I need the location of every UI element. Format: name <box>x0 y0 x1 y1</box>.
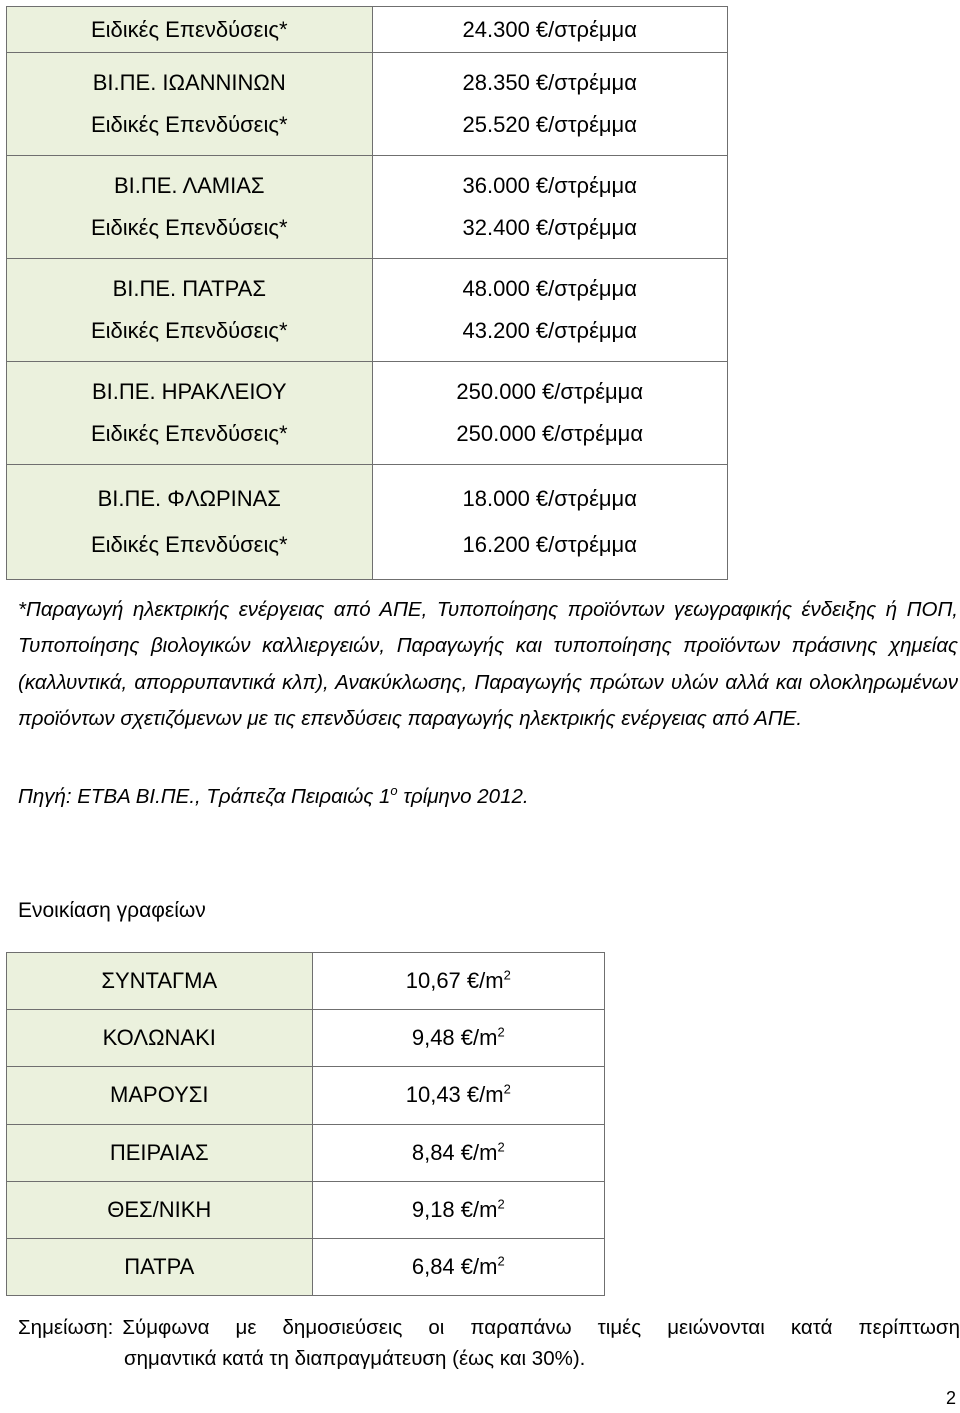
zone-name-cell <box>7 259 373 362</box>
zone-price: 250.000 €/στρέμμα <box>456 378 644 404</box>
zone-name: Ειδικές Επενδύσεις* <box>90 421 288 447</box>
zone-name: Ειδικές Επενδύσεις* <box>90 215 288 241</box>
note-text-continued: σημαντικά κατά τη διαπραγμάτευση (έως και 30%). <box>124 1347 586 1370</box>
source-citation <box>18 785 529 809</box>
table-row <box>7 465 728 580</box>
table-row <box>7 53 728 156</box>
zone-price: 25.520 €/στρέμμα <box>462 112 637 138</box>
zone-name-cell <box>7 465 373 580</box>
zone-price: 28.350 €/στρέμμα <box>462 69 637 95</box>
zone-price: 18.000 €/στρέμμα <box>462 485 637 511</box>
table-row <box>7 362 728 465</box>
rent-price-cell <box>312 1238 604 1295</box>
table-row <box>7 953 605 1010</box>
zone-price-cell <box>372 7 728 53</box>
zone-name: ΒΙ.ΠΕ. ΛΑΜΙΑΣ <box>113 172 265 198</box>
rent-price-cell <box>312 1010 604 1067</box>
rent-price: 6,84 €/m <box>411 1254 498 1280</box>
rent-price-cell <box>312 953 604 1010</box>
table-row <box>7 1181 605 1238</box>
zone-name: ΒΙ.ΠΕ. ΗΡΑΚΛΕΙΟΥ <box>91 378 287 404</box>
zone-name-cell <box>7 53 373 156</box>
ordinal-superscript: ο <box>390 783 398 799</box>
zone-price: 43.200 €/στρέμμα <box>462 318 637 344</box>
area-cell: ΠΑΤΡΑ <box>7 1238 313 1295</box>
note-label: Σημείωση: <box>18 1316 114 1339</box>
zone-name: Ειδικές Επενδύσεις* <box>90 318 288 344</box>
unit-exponent: 2 <box>497 1253 505 1269</box>
zone-price-cell <box>372 259 728 362</box>
page-number: 2 <box>946 1388 957 1408</box>
zone-name-cell <box>7 362 373 465</box>
zone-name: ΒΙ.ΠΕ. ΙΩΑΝΝΙΝΩΝ <box>92 69 286 95</box>
zone-price: 32.400 €/στρέμμα <box>462 215 637 241</box>
table-row <box>7 1238 605 1295</box>
zone-price: 48.000 €/στρέμμα <box>462 275 637 301</box>
note-first-line <box>18 1312 960 1343</box>
unit-exponent: 2 <box>497 1196 505 1212</box>
note-text: Σύμφωνα με δημοσιεύσεις οι παραπάνω τιμές μειώνονται κατά περίπτωση <box>122 1316 960 1339</box>
rent-price: 9,48 €/m <box>411 1025 498 1051</box>
rent-price: 10,43 €/m <box>405 1082 504 1108</box>
area-cell: ΜΑΡΟΥΣΙ <box>7 1067 313 1124</box>
zone-name: ΒΙ.ΠΕ. ΠΑΤΡΑΣ <box>112 275 266 301</box>
area-cell: ΘΕΣ/ΝΙΚΗ <box>7 1181 313 1238</box>
rent-price-cell <box>312 1181 604 1238</box>
source-text-end: τρίμηνο 2012. <box>397 785 529 808</box>
note <box>18 1312 960 1374</box>
table-row <box>7 1067 605 1124</box>
table-row <box>7 7 728 53</box>
industrial-zones-table <box>6 6 728 580</box>
table-row <box>7 156 728 259</box>
zone-price-cell <box>372 156 728 259</box>
rent-price-cell <box>312 1067 604 1124</box>
zone-price-cell <box>372 465 728 580</box>
rent-price: 8,84 €/m <box>411 1139 498 1165</box>
rent-price: 9,18 €/m <box>411 1196 498 1222</box>
zone-name: Ειδικές Επενδύσεις* <box>90 16 288 42</box>
source-text: Πηγή: ΕΤΒΑ ΒΙ.ΠΕ., Τράπεζα Πειραιώς 1 <box>18 785 391 808</box>
zone-name-cell <box>7 7 373 53</box>
unit-exponent: 2 <box>497 1139 505 1155</box>
table-row <box>7 1124 605 1181</box>
zone-name: Ειδικές Επενδύσεις* <box>90 112 288 138</box>
unit-exponent: 2 <box>497 1024 505 1040</box>
zone-price-cell <box>372 53 728 156</box>
zone-price-cell <box>372 362 728 465</box>
zone-price: 36.000 €/στρέμμα <box>462 172 637 198</box>
unit-exponent: 2 <box>503 967 511 983</box>
footnote-text: *Παραγωγή ηλεκτρικής ενέργειας από ΑΠΕ, Τυποποίησης προϊόντων γεωγραφικής ένδειξης ή ΠΟΠ, Τυποποίησης βιολογικών καλλιεργειών, Παραγωγής και τυποποίησης προϊόντων πράσινης χημείας (καλλυντικά, απορρυπαντικά κλπ), Ανακύκλωσης, Παραγωγής πρώτων υλών αλλά και ολοκληρωμένων προϊόντων σχετιζόμενων με τις επενδύσεις παραγωγής ηλεκτρικής ενέργειας από ΑΠΕ. <box>18 598 958 731</box>
area-cell: ΣΥΝΤΑΓΜΑ <box>7 953 313 1010</box>
rent-price: 10,67 €/m <box>405 968 504 994</box>
rent-price-cell <box>312 1124 604 1181</box>
zone-name: Ειδικές Επενδύσεις* <box>90 532 288 558</box>
office-rent-table <box>6 952 605 1296</box>
area-cell: ΚΟΛΩΝΑΚΙ <box>7 1010 313 1067</box>
zone-price: 250.000 €/στρέμμα <box>456 421 644 447</box>
zone-name: ΒΙ.ΠΕ. ΦΛΩΡΙΝΑΣ <box>97 485 281 511</box>
zone-name-cell <box>7 156 373 259</box>
zone-price: 24.300 €/στρέμμα <box>462 16 637 42</box>
section-title: Ενοικίαση γραφείων <box>18 899 206 922</box>
table-row <box>7 1010 605 1067</box>
unit-exponent: 2 <box>503 1082 511 1098</box>
table-row <box>7 259 728 362</box>
zone-price: 16.200 €/στρέμμα <box>462 532 637 558</box>
area-cell: ΠΕΙΡΑΙΑΣ <box>7 1124 313 1181</box>
